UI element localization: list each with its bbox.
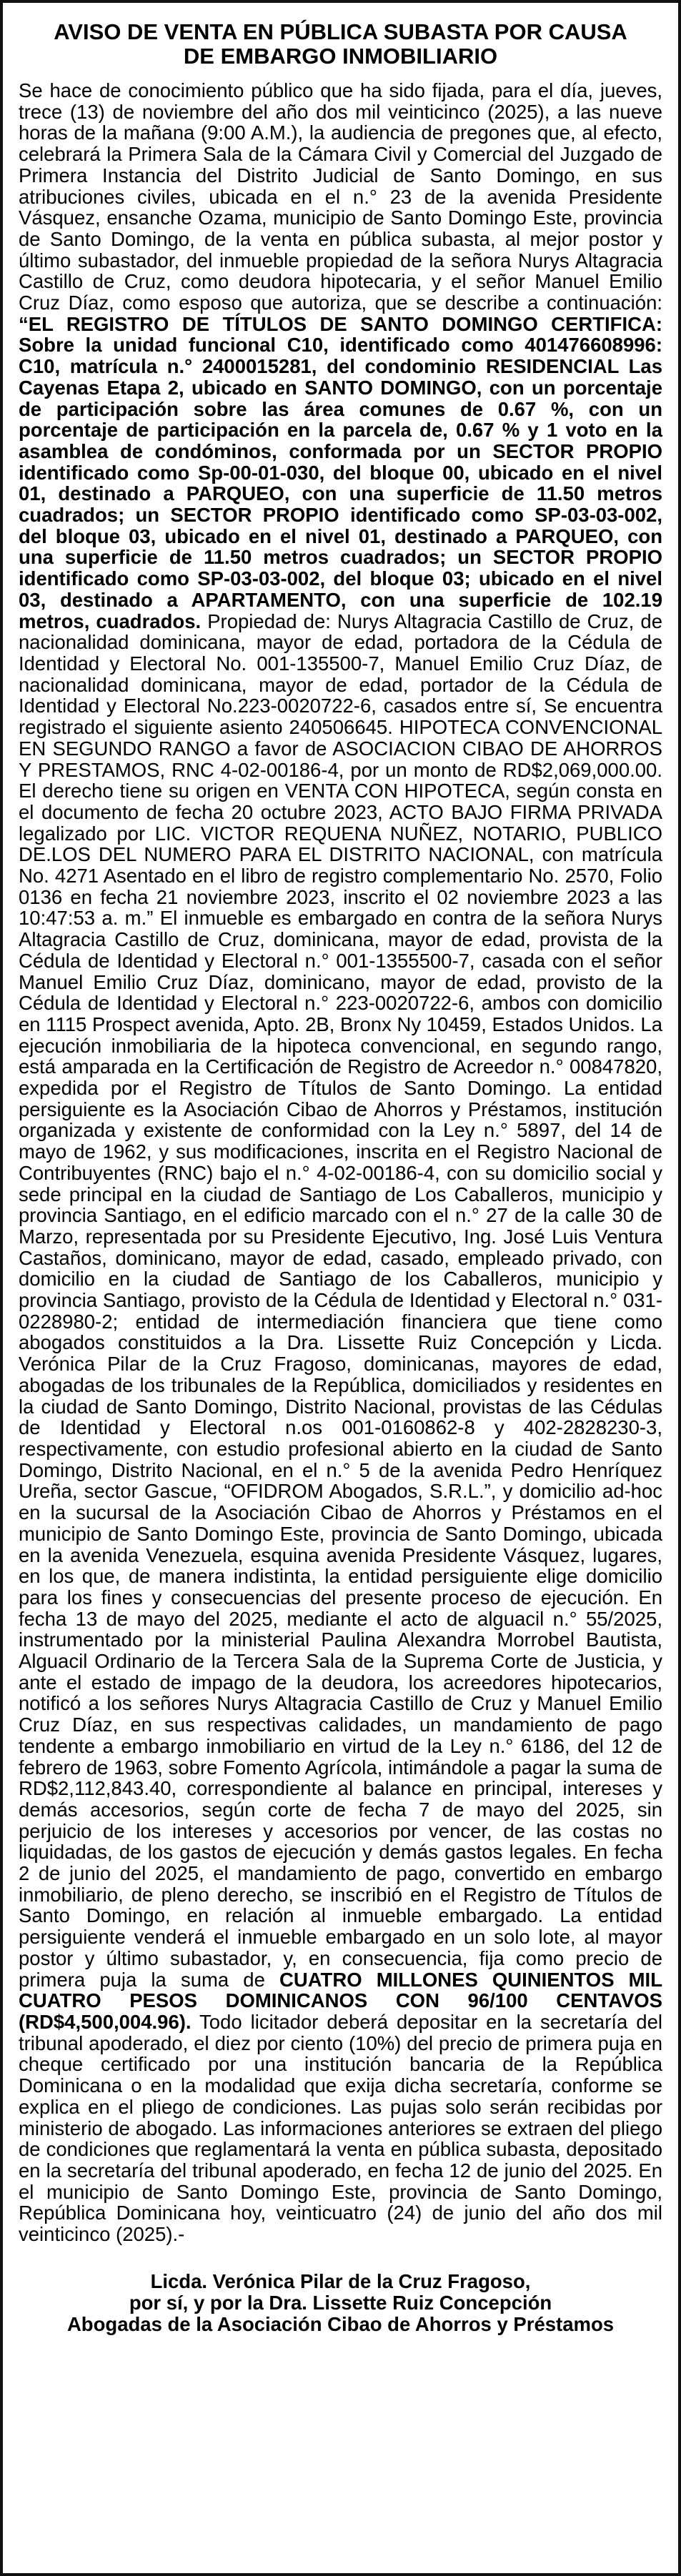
signature-line-3: Abogadas de la Asociación Cibao de Ahorros y Préstamos xyxy=(66,2312,615,2335)
property-description-bold: “EL REGISTRO DE TÍTULOS DE SANTO DOMINGO CERTIFICA: Sobre la unidad funcional C10, identificado como 401476608996: C10, matrícula n.° 2400015281, del condominio RESIDENCIAL Las Cayenas Etapa 2, ubicado en SANTO DOMINGO, con un porcentaje de participación sobre las área comunes de 0.67 %, con un porcentaje de participación en la parcela de, 0.67 % y 1 voto en la asamblea de condóminos, conformada por un SECTOR PROPIO identificado como Sp-00-01-030, del bloque 00, ubicado en el nivel 01, destinado a PARQUEO, con una superficie de 11.50 metros cuadrados; un SECTOR PROPIO identificado como SP-03-03-002, del bloque 03, ubicado en el nivel 01, destinado a PARQUEO, con una superficie de 11.50 metros cuadrados; un SECTOR PROPIO identificado como SP-03-03-002, del bloque 03; ubicado en el nivel 03, destinado a APARTAMENTO, con una superficie de 102.19 metros, cuadrados. xyxy=(19,312,662,632)
notice-title-line-1: AVISO DE VENTA EN PÚBLICA SUBASTA POR CAUSA xyxy=(54,19,627,44)
signature-line-2: por sí, y por la Dra. Lissette Ruiz Concepción xyxy=(129,2291,552,2314)
notice-title-line-2: DE EMBARGO INMOBILIARIO xyxy=(183,44,498,69)
body-closing-text: Todo licitador deberá depositar en la secretaría del tribunal apoderado, el diez por ciento (10%) del precio de primera puja en cheque certificado por una institución bancaria de la República Dominicana o en la modalidad que exija dicha secretaría, conforme se explica en el pliego de condiciones. Las pujas solo serán recibidas por ministerio de abogado. Las informaciones anteriores se extraen del pliego de condiciones que reglamentará la venta en pública subasta, depositado en la secretaría del tribunal apoderado, en fecha 12 de junio del 2025. En el municipio de Santo Domingo Este, provincia de Santo Domingo, República Dominicana hoy, veinticuatro (24) de junio del año dos mil veinticinco (2025).- xyxy=(19,2010,662,2246)
signature-block xyxy=(19,2271,662,2335)
body-intro-text: Se hace de conocimiento público que ha sido fijada, para el día, jueves, trece (13) de noviembre del año dos mil veinticinco (2025), a las nueve horas de la mañana (9:00 A.M.), la audiencia de pregones que, al efecto, celebrará la Primera Sala de la Cámara Civil y Comercial del Juzgado de Primera Instancia del Distrito Judicial de Santo Domingo, en sus atribuciones civiles, ubicada en el n.° 23 de la avenida Presidente Vásquez, ensanche Ozama, municipio de Santo Domingo Este, provincia de Santo Domingo, de la venta en pública subasta, al mejor postor y último subastador, del inmueble propiedad de la señora Nurys Altagracia Castillo de Cruz, como deudora hipotecaria, y el señor Manuel Emilio Cruz Díaz, como esposo que autoriza, que se describe a continuación: xyxy=(19,79,662,314)
notice-title xyxy=(19,20,662,69)
signature-line-1: Licda. Verónica Pilar de la Cruz Fragoso, xyxy=(150,2269,531,2292)
first-bid-price-bold: CUATRO MILLONES QUINIENTOS MIL CUATRO PESOS DOMINICANOS CON 96/100 CENTAVOS (RD$4,500,004.96). xyxy=(19,1968,662,2033)
notice-body xyxy=(19,80,662,2245)
body-main-text: Propiedad de: Nurys Altagracia Castillo de Cruz, de nacionalidad dominicana, mayor de edad, portadora de la Cédula de Identidad y Electoral No. 001-135500-7, Manuel Emilio Cruz Díaz, de nacionalidad dominicana, mayor de edad, portador de la Cédula de Identidad y Electoral No.223-0020722-6, casados entre sí, Se encuentra registrado el siguiente asiento 240506645. HIPOTECA CONVENCIONAL EN SEGUNDO RANGO a favor de ASOCIACION CIBAO DE AHORROS Y PRESTAMOS, RNC 4-02-00186-4, por un monto de RD$2,069,000.00. El derecho tiene su origen en VENTA CON HIPOTECA, según consta en el documento de fecha 20 octubre 2023, ACTO BAJO FIRMA PRIVADA legalizado por LIC. VICTOR REQUENA NUÑEZ, NOTARIO, PUBLICO DE.LOS DEL NUMERO PARA EL DISTRITO NACIONAL, con matrícula No. 4271 Asentado en el libro de registro complementario No. 2570, Folio 0136 en fecha 21 noviembre 2023, inscrito el 02 noviembre 2023 a las 10:47:53 a. m.” El inmueble es embargado en contra de la señora Nurys Altagracia Castillo de Cruz, dominicana, mayor de edad, provista de la Cédula de Identidad y Electoral n.° 001-1355500-7, casada con el señor Manuel Emilio Cruz Díaz, dominicano, mayor de edad, provisto de la Cédula de Identidad y Electoral n.° 223-0020722-6, ambos con domicilio en 1115 Prospect avenida, Apto. 2B, Bronx Ny 10459, Estados Unidos. La ejecución inmobiliaria de la hipoteca convencional, en segundo rango, está amparada en la Certificación de Registro de Acreedor n.° 00847820, expedida por el Registro de Títulos de Santo Domingo. La entidad persiguiente es la Asociación Cibao de Ahorros y Préstamos, institución organizada y existente de conformidad con la Ley n.° 5897, del 14 de mayo de 1962, y sus modificaciones, inscrita en el Registro Nacional de Contribuyentes (RNC) bajo el n.° 4-02-00186-4, con su domicilio social y sede principal en la ciudad de Santiago de Los Caballeros, municipio y provincia Santiago, en el edificio marcado con el n.° 27 de la calle 30 de Marzo, representada por su Presidente Ejecutivo, Ing. José Luis Ventura Castaños, dominicano, mayor de edad, casado, empleado privado, con domicilio en la ciudad de Santiago de los Caballeros, municipio y provincia Santiago, provisto de la Cédula de Identidad y Electoral n.° 031-0228980-2; entidad de intermediación financiera que tiene como abogados constituidos a la Dra. Lissette Ruiz Concepción y Licda. Verónica Pilar de la Cruz Fragoso, dominicanas, mayores de edad, abogadas de los tribunales de la República, domiciliados y residentes en la ciudad de Santo Domingo, Distrito Nacional, provistas de las Cédulas de Identidad y Electoral n.os 001-0160862-8 y 402-2828230-3, respectivamente, con estudio profesional abierto en la ciudad de Santo Domingo, Distrito Nacional, en el n.° 5 de la avenida Pedro Henríquez Ureña, sector Gascue, “OFIDROM Abogados, S.R.L.”, y domicilio ad-hoc en la sucursal de la Asociación Cibao de Ahorros y Préstamos en el municipio de Santo Domingo Este, provincia de Santo Domingo, ubicada en la avenida Venezuela, esquina avenida Presidente Vásquez, lugares, en los que, de manera indistinta, la entidad persiguiente elige domicilio para los fines y consecuencias del presente proceso de ejecución. En fecha 13 de mayo del 2025, mediante el acto de alguacil n.° 55/2025, instrumentado por la ministerial Paulina Alexandra Morrobel Bautista, Alguacil Ordinario de la Tercera Sala de la Suprema Corte de Justicia, y ante el estado de impago de la deudora, los acreedores hipotecarios, notificó a los señores Nurys Altagracia Castillo de Cruz y Manuel Emilio Cruz Díaz, en sus respectivas calidades, un mandamiento de pago tendente a embargo inmobiliario en virtud de la Ley n.° 6186, del 12 de febrero de 1963, sobre Fomento Agrícola, intimándole a pagar la suma de RD$2,112,843.40, correspondiente al balance en principal, intereses y demás accesorios, según corte de fecha 7 de mayo del 2025, sin perjuicio de los intereses y accesorios por vencer, de las costas no liquidadas, de los gastos de ejecución y demás gastos legales. En fecha 2 de junio del 2025, el mandamiento de pago, convertido en embargo inmobiliario, de pleno derecho, se inscribió en el Registro de Títulos de Santo Domingo, en relación al inmueble embargado. La entidad persiguiente venderá el inmueble embargado en un solo lote, al mayor postor y último subastador, y, en consecuencia, fija como precio de primera puja la suma de xyxy=(19,610,662,1991)
